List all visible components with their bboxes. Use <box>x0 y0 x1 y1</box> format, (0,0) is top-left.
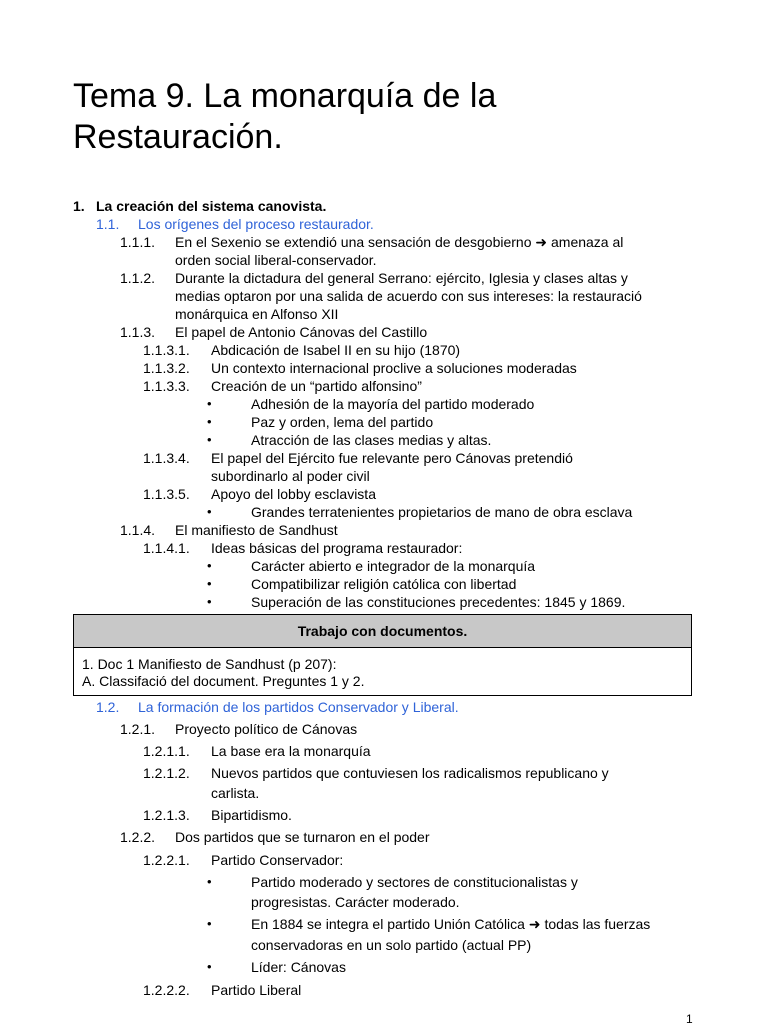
bullet-marker: • <box>207 874 212 889</box>
section-heading: Los orígenes del proceso restaurador. <box>138 216 374 232</box>
bullet-marker: • <box>207 594 212 609</box>
documents-box <box>73 614 692 696</box>
bullet-marker: • <box>207 558 212 573</box>
item-text: Creación de un “partido alfonsino” <box>211 378 422 394</box>
section-heading: La creación del sistema canovista. <box>96 198 327 214</box>
section-heading: La formación de los partidos Conservador y Liberal. <box>138 699 459 715</box>
item-number: 1.1.4.1. <box>143 540 190 556</box>
bullet-marker: • <box>207 916 212 931</box>
item-number: 1.1.3. <box>120 324 156 340</box>
bullet-text: progresistas. Carácter moderado. <box>251 894 460 910</box>
item-text: Abdicación de Isabel II en su hijo (1870) <box>211 342 461 358</box>
bullet-text: En 1884 se integra el partido Unión Católica ➜ todas las fuerzas <box>251 916 651 932</box>
section-number: 1.1. <box>96 216 120 232</box>
bullet-text: Líder: Cánovas <box>251 959 346 975</box>
item-number: 1.2.1.3. <box>143 807 190 823</box>
bullet-marker: • <box>207 396 212 411</box>
item-number: 1.1.3.2. <box>143 360 190 376</box>
item-text: La base era la monarquía <box>211 743 371 759</box>
item-text: subordinarlo al poder civil <box>211 468 370 484</box>
bullet-marker: • <box>207 504 212 519</box>
bullet-marker: • <box>207 432 212 447</box>
item-text: carlista. <box>211 785 260 801</box>
bullet-text: Superación de las constituciones precedentes: 1845 y 1869. <box>251 594 626 610</box>
bullet-text: Adhesión de la mayoría del partido moderado <box>251 396 535 412</box>
item-number: 1.1.1. <box>120 234 156 250</box>
item-text: Ideas básicas del programa restaurador: <box>211 540 463 556</box>
bullet-text: Atracción de las clases medias y altas. <box>251 432 492 448</box>
item-text: Dos partidos que se turnaron en el poder <box>175 829 430 845</box>
section-number: 1. <box>73 198 85 214</box>
bullet-text: conservadoras en un solo partido (actual PP) <box>251 937 532 953</box>
page-number: 1 <box>686 1012 693 1026</box>
item-text: Nuevos partidos que contuviesen los radicalismos republicano y <box>211 765 609 781</box>
item-text: Durante la dictadura del general Serrano: ejército, Iglesia y clases altas y <box>175 270 628 286</box>
item-text: Apoyo del lobby esclavista <box>211 486 376 502</box>
item-text: El manifiesto de Sandhust <box>175 522 338 538</box>
item-text: Bipartidismo. <box>211 807 292 823</box>
item-text: El papel de Antonio Cánovas del Castillo <box>175 324 428 340</box>
item-number: 1.2.1. <box>120 721 156 737</box>
item-number: 1.2.2. <box>120 829 156 845</box>
page-title: Tema 9. La monarquía de la Restauración. <box>73 77 497 156</box>
section-number: 1.2. <box>96 699 120 715</box>
documents-box-header: Trabajo con documentos. <box>74 615 691 648</box>
bullet-text: Paz y orden, lema del partido <box>251 414 434 430</box>
item-text: Proyecto político de Cánovas <box>175 721 358 737</box>
item-text: Partido Liberal <box>211 982 302 998</box>
bullet-text: Partido moderado y sectores de constitucionalistas y <box>251 874 578 890</box>
item-text: Partido Conservador: <box>211 852 344 868</box>
item-number: 1.1.3.3. <box>143 378 190 394</box>
item-text: orden social liberal-conservador. <box>175 252 377 268</box>
item-text: En el Sexenio se extendió una sensación de desgobierno ➜ amenaza al <box>175 234 624 250</box>
item-number: 1.1.3.5. <box>143 486 190 502</box>
bullet-text: Compatibilizar religión católica con libertad <box>251 576 517 592</box>
documents-box-line: A. Classifació del document. Preguntes 1 y 2. <box>82 673 365 689</box>
item-number: 1.1.3.1. <box>143 342 190 358</box>
item-number: 1.1.4. <box>120 522 156 538</box>
item-number: 1.1.2. <box>120 270 156 286</box>
item-text: Un contexto internacional proclive a soluciones moderadas <box>211 360 577 376</box>
bullet-text: Grandes terratenientes propietarios de mano de obra esclava <box>251 504 633 520</box>
item-number: 1.2.1.2. <box>143 765 190 781</box>
bullet-marker: • <box>207 576 212 591</box>
item-text: monárquica en Alfonso XII <box>175 306 339 322</box>
bullet-marker: • <box>207 414 212 429</box>
item-number: 1.2.2.1. <box>143 852 190 868</box>
item-number: 1.2.2.2. <box>143 982 190 998</box>
item-text: medias optaron por una salida de acuerdo con sus intereses: la restauració <box>175 288 642 304</box>
bullet-text: Carácter abierto e integrador de la monarquía <box>251 558 536 574</box>
bullet-marker: • <box>207 959 212 974</box>
item-number: 1.1.3.4. <box>143 450 190 466</box>
item-text: El papel del Ejército fue relevante pero Cánovas pretendió <box>211 450 573 466</box>
documents-box-line: 1. Doc 1 Manifiesto de Sandhust (p 207): <box>82 656 337 672</box>
item-number: 1.2.1.1. <box>143 743 190 759</box>
